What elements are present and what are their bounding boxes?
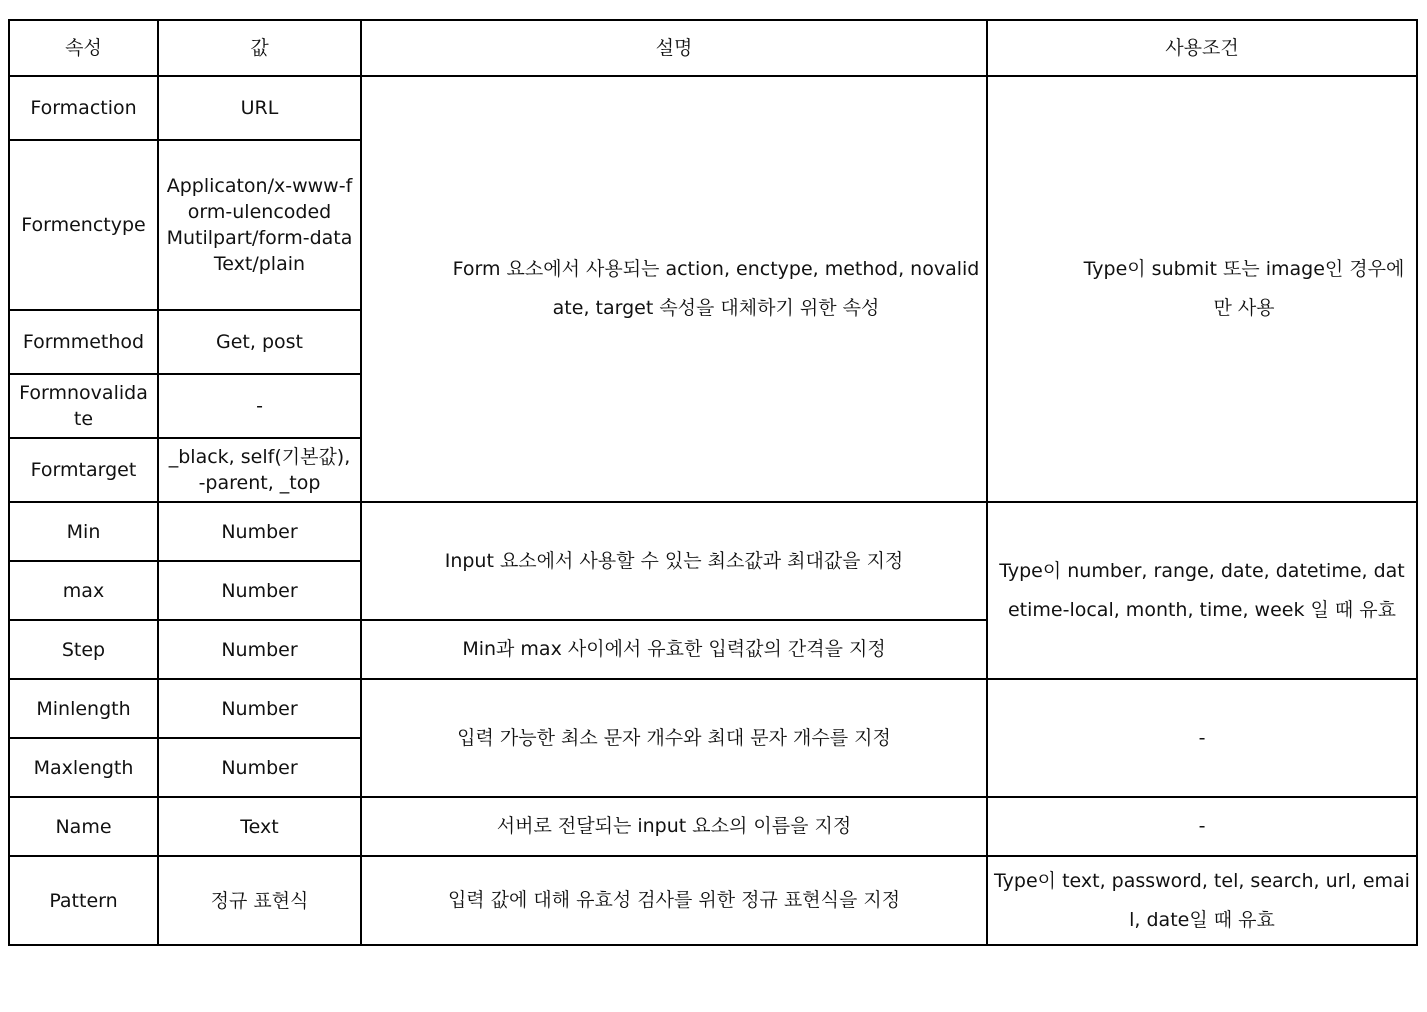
table-row bbox=[9, 679, 1417, 738]
header-description: 설명 bbox=[361, 20, 987, 76]
header-condition: 사용조건 bbox=[987, 20, 1417, 76]
value-cell: 정규 표현식 bbox=[158, 856, 361, 945]
header-attr: 속성 bbox=[9, 20, 158, 76]
description-cell-minmax: Input 요소에서 사용할 수 있는 최소값과 최대값을 지정 bbox=[361, 502, 987, 620]
attr-cell: Formtarget bbox=[9, 438, 158, 502]
attr-cell: Formenctype bbox=[9, 140, 158, 310]
condition-cell-form: Type이 submit 또는 image인 경우에만 사용 bbox=[987, 76, 1417, 502]
description-cell-form: Form 요소에서 사용되는 action, enctype, method, novalidate, target 속성을 대체하기 위한 속성 bbox=[361, 76, 987, 502]
value-cell: Number bbox=[158, 679, 361, 738]
value-cell: Number bbox=[158, 738, 361, 797]
description-cell-step: Min과 max 사이에서 유효한 입력값의 간격을 지정 bbox=[361, 620, 987, 679]
condition-cell-name: - bbox=[987, 797, 1417, 856]
value-cell: Number bbox=[158, 561, 361, 620]
table-row bbox=[9, 76, 1417, 140]
attr-cell: Formaction bbox=[9, 76, 158, 140]
description-cell-pattern: 입력 값에 대해 유효성 검사를 위한 정규 표현식을 지정 bbox=[361, 856, 987, 945]
value-cell: Number bbox=[158, 502, 361, 561]
condition-cell-minmax: Type이 number, range, date, datetime, datetime-local, month, time, week 일 때 유효 bbox=[987, 502, 1417, 679]
attr-cell: Name bbox=[9, 797, 158, 856]
value-cell: Get, post bbox=[158, 310, 361, 374]
value-cell: - bbox=[158, 374, 361, 438]
condition-cell-pattern: Type이 text, password, tel, search, url, email, date일 때 유효 bbox=[987, 856, 1417, 945]
value-cell: Applicaton/x-www-form-ulencoded Mutilpart/form-data Text/plain bbox=[158, 140, 361, 310]
condition-cell-length: - bbox=[987, 679, 1417, 797]
value-cell: _black, self(기본값), -parent, _top bbox=[158, 438, 361, 502]
header-value: 값 bbox=[158, 20, 361, 76]
attributes-table bbox=[8, 19, 1418, 946]
value-cell: Number bbox=[158, 620, 361, 679]
attr-cell: Step bbox=[9, 620, 158, 679]
table-row bbox=[9, 502, 1417, 561]
attr-cell: Maxlength bbox=[9, 738, 158, 797]
attr-cell: Pattern bbox=[9, 856, 158, 945]
description-cell-length: 입력 가능한 최소 문자 개수와 최대 문자 개수를 지정 bbox=[361, 679, 987, 797]
description-cell-name: 서버로 전달되는 input 요소의 이름을 지정 bbox=[361, 797, 987, 856]
attr-cell: Formmethod bbox=[9, 310, 158, 374]
header-row bbox=[9, 20, 1417, 76]
attr-cell: max bbox=[9, 561, 158, 620]
value-cell: Text bbox=[158, 797, 361, 856]
table-row bbox=[9, 797, 1417, 856]
table-row bbox=[9, 856, 1417, 945]
attr-cell: Minlength bbox=[9, 679, 158, 738]
value-cell: URL bbox=[158, 76, 361, 140]
attr-cell: Formnovalidate bbox=[9, 374, 158, 438]
attr-cell: Min bbox=[9, 502, 158, 561]
